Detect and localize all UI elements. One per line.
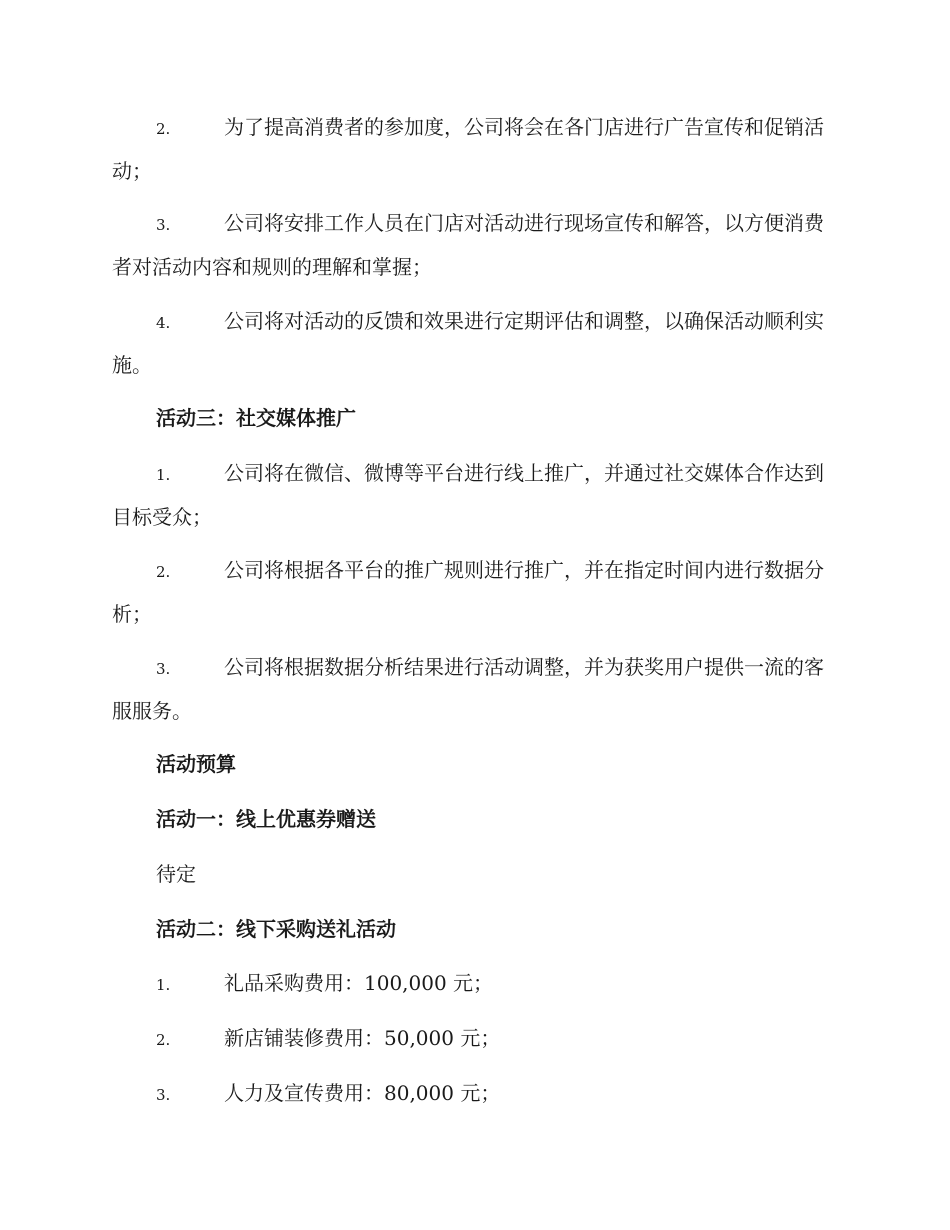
list-text: 为了提高消费者的参加度，公司将会在各门店进行广告宣传和促销活动； [112, 115, 824, 183]
list-number: 2. [156, 120, 171, 138]
list-text: 新店铺装修费用：50,000 元； [224, 1026, 501, 1050]
list-item [112, 1072, 834, 1116]
list-number: 2. [156, 563, 171, 581]
section-heading: 活动三：社交媒体推广 [156, 406, 356, 430]
list-number: 1. [156, 466, 171, 484]
list-number: 3. [156, 660, 171, 678]
list-text: 公司将安排工作人员在门店对活动进行现场宣传和解答，以方便消费者对活动内容和规则的理解和掌握； [112, 211, 824, 279]
list-item [112, 1017, 834, 1061]
list-number: 4. [156, 314, 171, 332]
list-text: 公司将根据数据分析结果进行活动调整，并为获奖用户提供一流的客服服务。 [112, 655, 824, 723]
list-item [112, 452, 834, 538]
section-heading: 活动二：线下采购送礼活动 [156, 917, 396, 941]
list-number: 1. [156, 976, 171, 994]
list-item [112, 106, 834, 192]
list-text: 礼品采购费用：100,000 元； [224, 971, 494, 995]
list-text: 公司将对活动的反馈和效果进行定期评估和调整，以确保活动顺利实施。 [112, 309, 824, 377]
list-item [112, 646, 834, 732]
list-text: 公司将根据各平台的推广规则进行推广，并在指定时间内进行数据分析； [112, 558, 824, 626]
list-item [112, 300, 834, 386]
list-item [112, 202, 834, 288]
list-number: 2. [156, 1031, 171, 1049]
list-text: 公司将在微信、微博等平台进行线上推广，并通过社交媒体合作达到目标受众； [112, 461, 824, 529]
list-text: 人力及宣传费用：80,000 元； [224, 1081, 501, 1105]
list-number: 3. [156, 1086, 171, 1104]
section-heading: 活动一：线上优惠券赠送 [156, 807, 376, 831]
paragraph: 待定 [156, 862, 196, 886]
list-item [112, 962, 834, 1006]
list-item [112, 549, 834, 635]
list-number: 3. [156, 216, 171, 234]
section-heading: 活动预算 [156, 752, 236, 776]
